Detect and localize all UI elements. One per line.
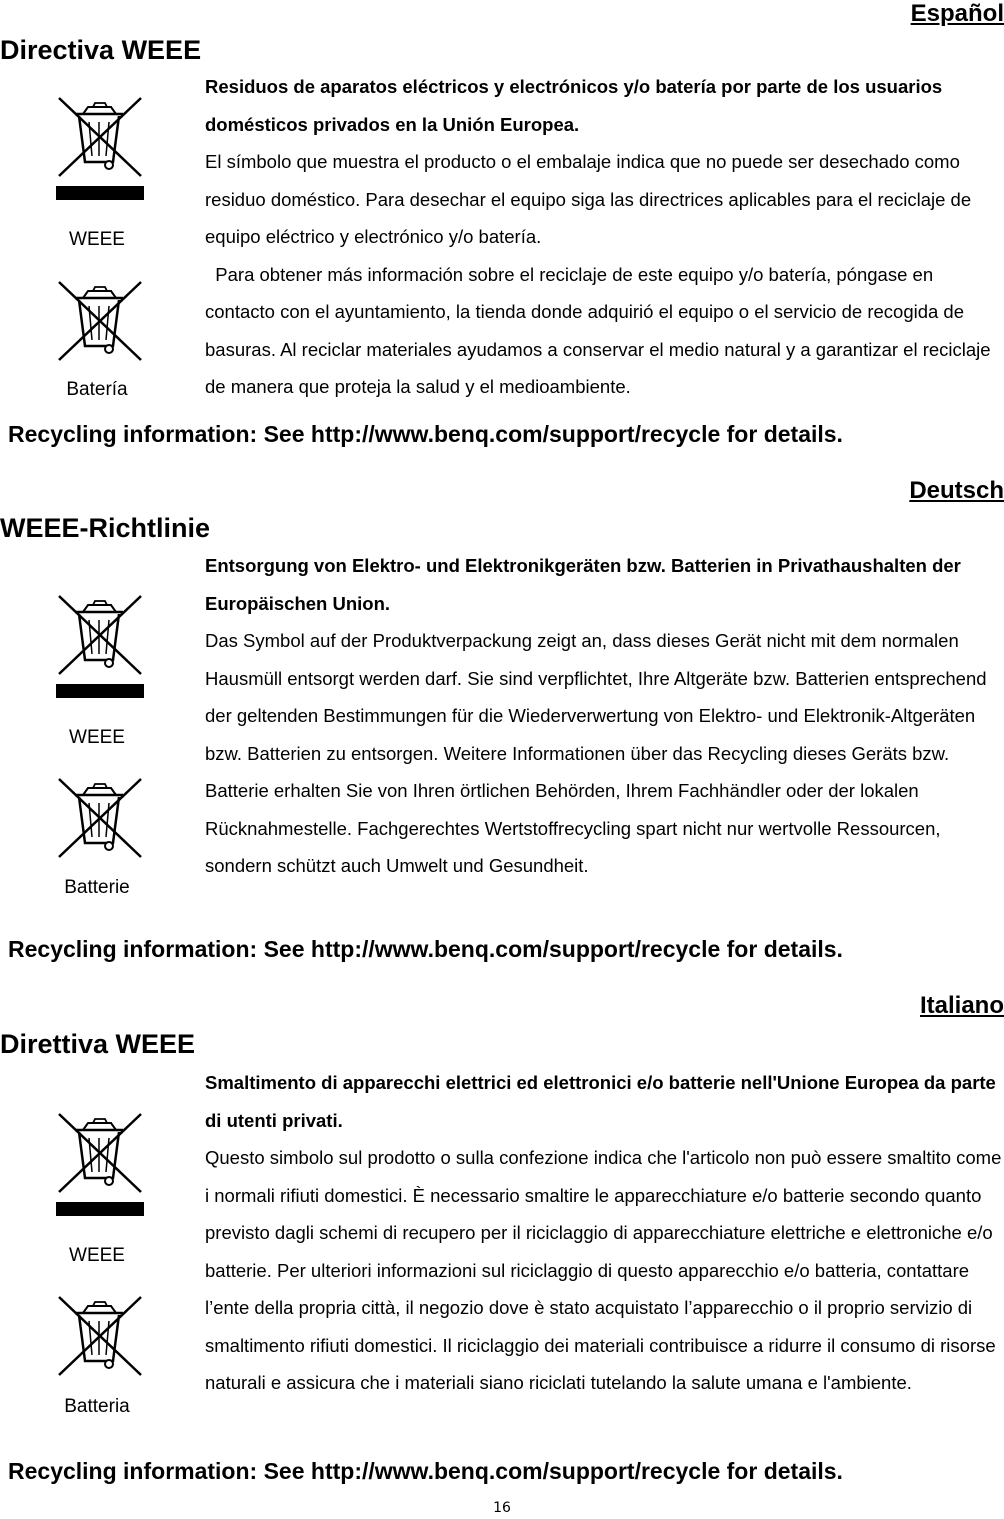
battery-bin-icon	[53, 773, 147, 863]
language-label-es: Español	[910, 0, 1004, 27]
weee-bin-bar-icon	[53, 92, 147, 204]
paragraph-1-de: Das Symbol auf der Produktverpackung zeigt an, dass dieses Gerät nicht mit dem normalen Hausmüll entsorgt werden darf. Sie sind verpflichtet, Ihre Altgeräte bzw. Batterien entsprechend der geltenden Bestimmungen für die Wiederverwertung von Elektro- und Elektronik-Altgeräten bzw. Batterien zu entsorgen. Weitere Informationen über das Recycling dieses Geräts bzw. Batterie erhalten Sie von Ihren örtlichen Behörden, Ihrem Fachhändler oder der lokalen Rücknahmestelle. Fachgerechtes Wertstoffrecycling spart nicht nur wertvolle Ressourcen, sondern schützt auch Umwelt und Gesundheit.	[205, 630, 987, 876]
recycling-info-es: Recycling information: See http://www.benq.com/support/recycle for details.	[8, 421, 843, 447]
lead-text-it: Smaltimento di apparecchi elettrici ed elettronici e/o batterie nell'Unione Europea da parte di utenti privati.	[205, 1072, 996, 1131]
paragraph-2-es: Para obtener más información sobre el reciclaje de este equipo y/o batería, póngase en contacto con el ayuntamiento, la tienda donde adquirió el equipo o el servicio de recogida de basuras. Al reciclar materiales ayudamos a conservar el medio natural y a garantizar el reciclaje de manera que proteja la salud y el medioambiente.	[205, 263, 996, 397]
language-label-de: Deutsch	[909, 477, 1004, 504]
battery-label-es: Batería	[66, 379, 128, 400]
recycling-info-de: Recycling information: See http://www.benq.com/support/recycle for details.	[8, 936, 843, 962]
recycling-info-it: Recycling information: See http://www.benq.com/support/recycle for details.	[8, 1458, 843, 1484]
section-title-de: WEEE-Richtlinie	[0, 513, 211, 543]
battery-bin-icon	[53, 1291, 147, 1381]
weee-label-it: WEEE	[69, 1245, 125, 1266]
paragraph-1-it: Questo simbolo sul prodotto o sulla confezione indica che l'articolo non può essere smaltito come i normali rifiuti domestici. È necessario smaltire le apparecchiature e/o batterie secondo quanto previsto dagli schemi di recupero per il riciclaggio di apparecchiature elettriche e elettroniche e/o batterie. Per ulteriori informazioni sul riciclaggio di questo apparecchio e/o batteria, contattare l’ente della propria città, il negozio dove è stato acquistato l’apparecchio o il proprio servizio di smaltimento rifiuti domestici. Il riciclaggio dei materiali contribuisce a ridurre il consumo di risorse naturali e assicura che i materiali siano riciclati tutelando la salute umana e l'ambiente.	[205, 1147, 1002, 1393]
weee-label-es: WEEE	[69, 229, 125, 250]
weee-bin-bar-icon	[53, 590, 147, 702]
language-label-it: Italiano	[919, 992, 1004, 1019]
battery-label-it: Batteria	[64, 1396, 130, 1417]
weee-bin-bar-icon	[53, 1108, 147, 1220]
section-title-it: Direttiva WEEE	[0, 1029, 196, 1059]
battery-label-de: Batterie	[64, 877, 130, 898]
lead-text-es: Residuos de aparatos eléctricos y electrónicos y/o batería por parte de los usuarios domésticos privados en la Unión Europea.	[205, 76, 943, 135]
section-body-it	[205, 1064, 1004, 1402]
page-number: 16	[493, 1500, 511, 1516]
battery-bin-icon	[53, 276, 147, 366]
weee-label-de: WEEE	[69, 727, 125, 748]
section-body-de	[205, 547, 1004, 885]
section-title-es: Directiva WEEE	[0, 35, 202, 65]
lead-text-de: Entsorgung von Elektro- und Elektronikgeräten bzw. Batterien in Privathaushalten der Europäischen Union.	[205, 555, 961, 614]
paragraph-1-es: El símbolo que muestra el producto o el embalaje indica que no puede ser desechado como residuo doméstico. Para desechar el equipo siga las directrices aplicables para el reciclaje de equipo eléctrico y electrónico y/o batería.	[205, 151, 972, 247]
section-body-es	[205, 68, 1004, 406]
